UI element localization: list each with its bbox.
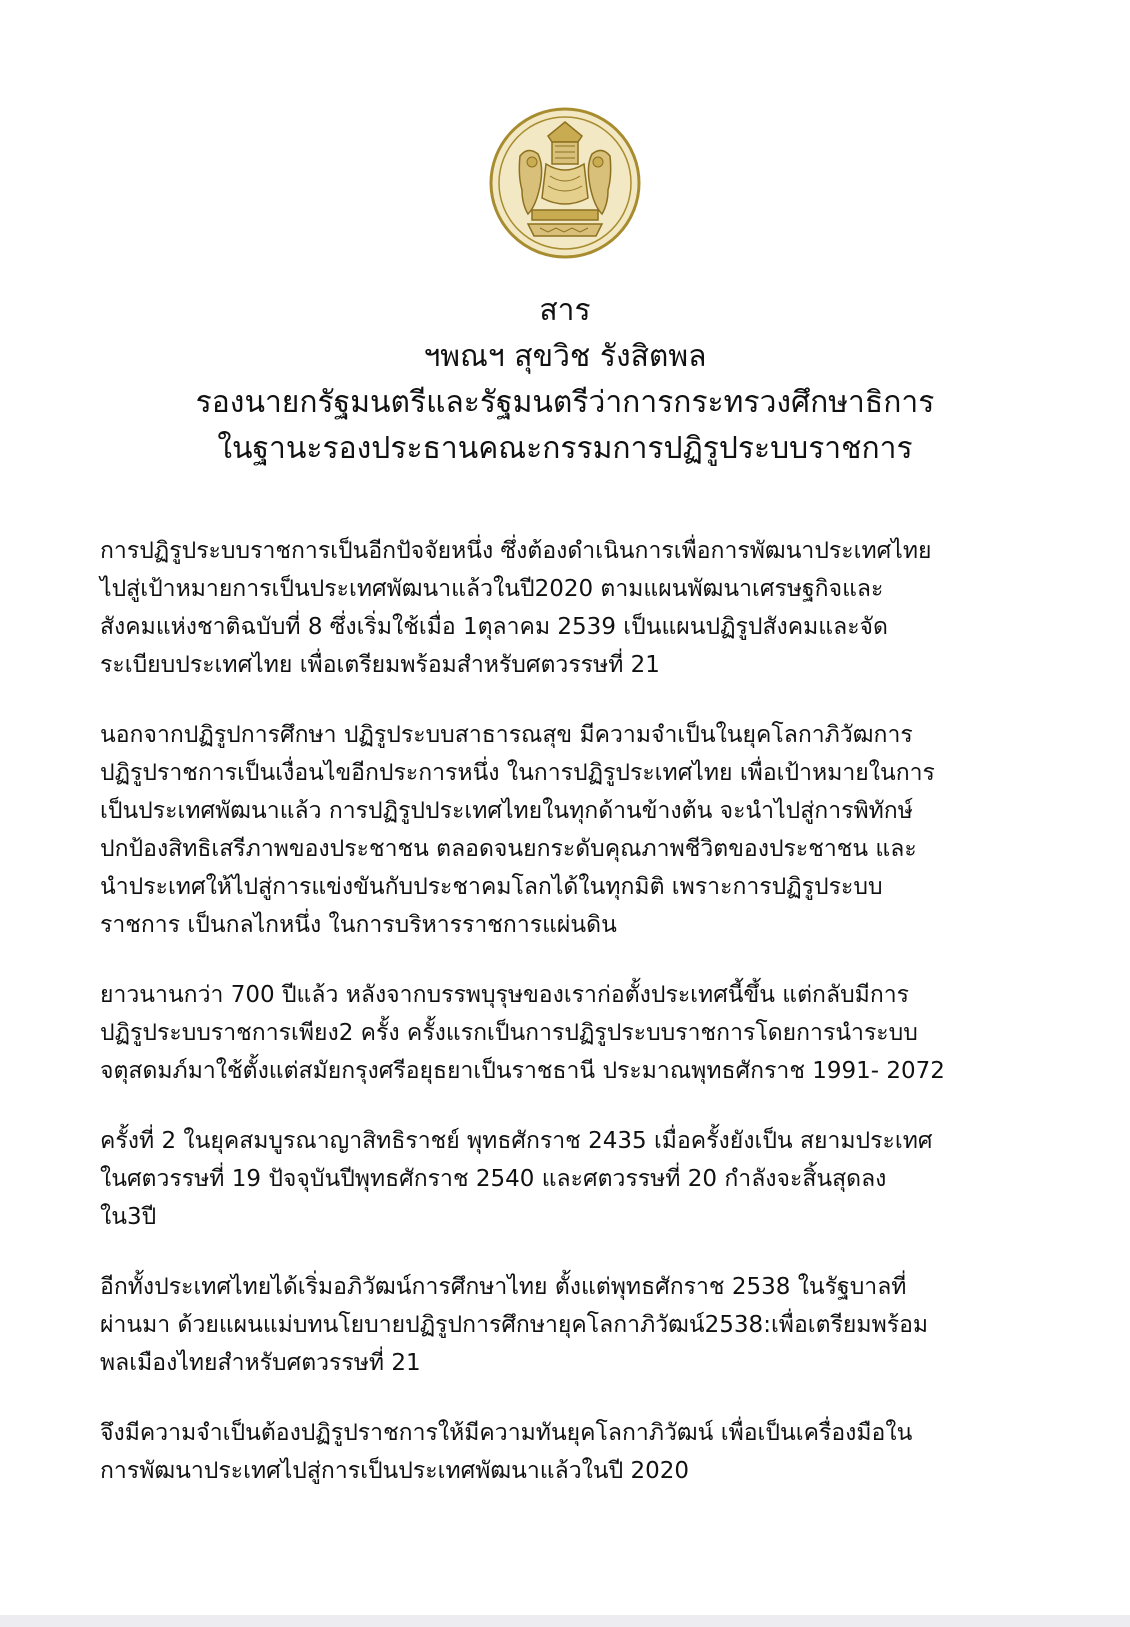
paragraph-line: เป็นประเทศพัฒนาแล้ว การปฏิรูปประเทศไทยในทุกด้านข้างต้น จะนำไปสู่การพิทักษ์ — [100, 798, 913, 824]
paragraph-line: ผ่านมา ด้วยแผนแม่บทนโยบายปฏิรูปการศึกษายุคโลกาภิวัฒน์2538:เพื่อเตรียมพร้อม — [100, 1312, 929, 1338]
paragraph-line: อีกทั้งประเทศไทยได้เริ่มอภิวัฒน์การศึกษาไทย ตั้งแต่พุทธศักราช 2538 ในรัฐบาลที่ — [100, 1274, 907, 1300]
paragraph-1 — [100, 532, 1090, 684]
paragraph-line: ครั้งที่ 2 ในยุคสมบูรณาญาสิทธิราชย์ พุทธศักราช 2435 เมื่อครั้งยังเป็น สยามประเทศ — [100, 1128, 933, 1154]
paragraph-line: จตุสดมภ์มาใช้ตั้งแต่สมัยกรุงศรีอยุธยาเป็นราชธานี ประมาณพุทธศักราช 1991- 2072 — [100, 1058, 945, 1084]
paragraph-line: ปฏิรูปราชการเป็นเงื่อนไขอีกประการหนึ่ง ในการปฏิรูประเทศไทย เพื่อเป้าหมายในการ — [100, 760, 935, 786]
paragraph-5 — [100, 1268, 1090, 1382]
paragraph-line: นำประเทศให้ไปสู่การแข่งขันกับประชาคมโลกได้ในทุกมิติ เพราะการปฏิรูประบบ — [100, 874, 883, 900]
paragraph-line: ในศตวรรษที่ 19 ปัจจุบันปีพุทธศักราช 2540 และศตวรรษที่ 20 กำลังจะสิ้นสุดลง — [100, 1166, 887, 1192]
paragraph-3 — [100, 976, 1090, 1090]
paragraph-line: ไปสู่เป้าหมายการเป็นประเทศพัฒนาแล้วในปี2020 ตามแผนพัฒนาเศรษฐกิจและ — [100, 576, 884, 602]
paragraph-line: จึงมีความจำเป็นต้องปฏิรูปราชการให้มีความทันยุคโลกาภิวัฒน์ เพื่อเป็นเครื่องมือใน — [100, 1420, 913, 1446]
paragraph-line: ระเบียบประเทศไทย เพื่อเตรียมพร้อมสำหรับศตวรรษที่ 21 — [100, 652, 660, 678]
paragraph-2 — [100, 716, 1090, 944]
title-line-name: ฯพณฯ สุขวิช รังสิตพล — [423, 339, 707, 374]
government-seal-emblem — [488, 106, 642, 260]
paragraph-line: สังคมแห่งชาติฉบับที่ 8 ซึ่งเริ่มใช้เมื่อ 1ตุลาคม 2539 เป็นแผนปฏิรูปสังคมและจัด — [100, 614, 888, 640]
paragraph-4 — [100, 1122, 1090, 1236]
paragraph-line: พลเมืองไทยสำหรับศตวรรษที่ 21 — [100, 1350, 421, 1376]
paragraph-6 — [100, 1414, 1090, 1490]
paragraph-line: การพัฒนาประเทศไปสู่การเป็นประเทศพัฒนาแล้วในปี 2020 — [100, 1458, 690, 1484]
title-line-position: รองนายกรัฐมนตรีและรัฐมนตรีว่าการกระทรวงศึกษาธิการ — [195, 385, 935, 420]
paragraph-line: การปฏิรูประบบราชการเป็นอีกปัจจัยหนึ่ง ซึ่งต้องดำเนินการเพื่อการพัฒนาประเทศไทย — [100, 538, 932, 564]
paragraph-line: ราชการ เป็นกลไกหนึ่ง ในการบริหารราชการแผ่นดิน — [100, 912, 617, 938]
seal-icon — [488, 106, 642, 260]
paragraph-line: ยาวนานกว่า 700 ปีแล้ว หลังจากบรรพบุรุษของเราก่อตั้งประเทศนี้ขึ้น แต่กลับมีการ — [100, 982, 910, 1008]
paragraph-line: นอกจากปฏิรูปการศึกษา ปฏิรูประบบสาธารณสุข มีความจำเป็นในยุคโลกาภิวัฒการ — [100, 722, 913, 748]
paragraph-line: ปกป้องสิทธิเสรีภาพของประชาชน ตลอดจนยกระดับคุณภาพชีวิตของประชาชน และ — [100, 836, 917, 862]
bottom-edge-bar — [0, 1615, 1130, 1627]
paragraph-line: ใน3ปี — [100, 1204, 157, 1230]
title-line-role: ในฐานะรองประธานคณะกรรมการปฏิรูประบบราชการ — [217, 431, 913, 466]
message-body — [100, 532, 1090, 1522]
paragraph-line: ปฏิรูประบบราชการเพียง2 ครั้ง ครั้งแรกเป็นการปฏิรูประบบราชการโดยการนำระบบ — [100, 1020, 918, 1046]
title-line-message: สาร — [539, 293, 591, 328]
message-title-block — [0, 288, 1130, 472]
